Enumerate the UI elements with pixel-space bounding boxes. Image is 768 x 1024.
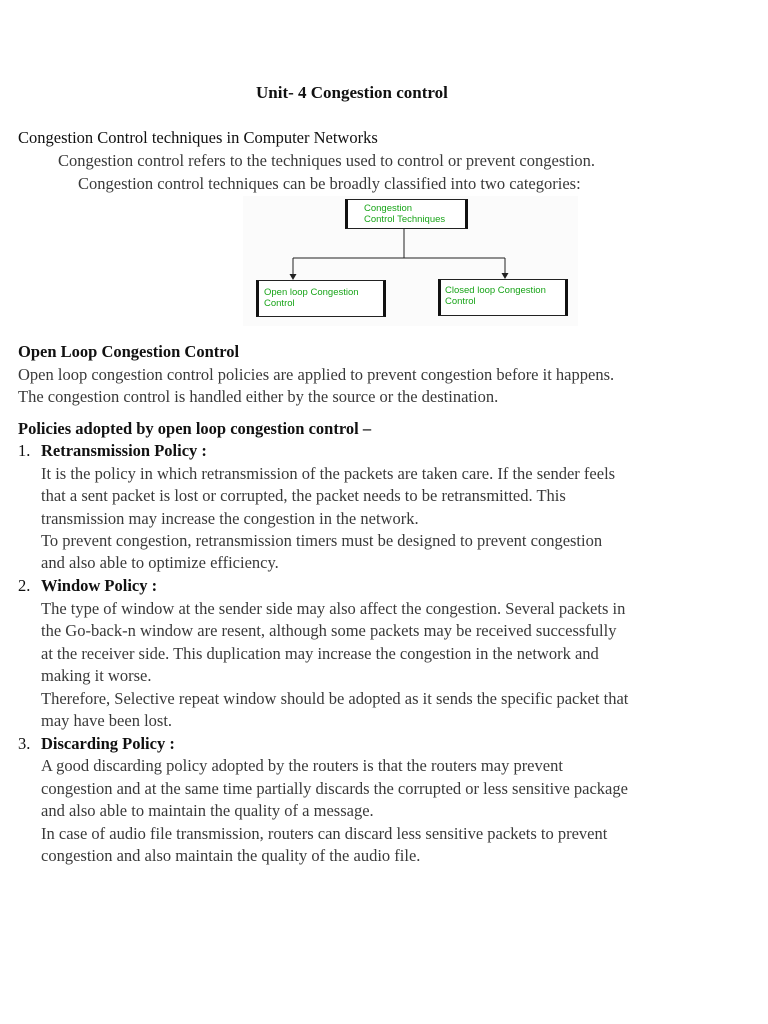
closed-loop-node-label: Control [445, 296, 476, 307]
policy-line: A good discarding policy adopted by the routers is that the routers may prevent [41, 756, 563, 775]
congestion-control-diagram [243, 196, 578, 326]
policy-line: at the receiver side. This duplication may increase the congestion in the network and [41, 644, 599, 663]
open-loop-node-label: Control [264, 298, 295, 309]
policy-line: the Go-back-n window are resent, although some packets may be received successfully [41, 621, 617, 640]
open-loop-heading: Open Loop Congestion Control [18, 342, 240, 361]
policy-line: Therefore, Selective repeat window should be adopted as it sends the specific packet that [41, 689, 629, 708]
closed-loop-node-label: Closed loop Congestion [445, 285, 546, 296]
open-loop-node-label: Open loop Congestion [264, 287, 359, 298]
policy-line: transmission may increase the congestion in the network. [41, 509, 419, 528]
policy-line: The type of window at the sender side may also affect the congestion. Several packets in [41, 599, 626, 618]
policy-line: In case of audio file transmission, routers can discard less sensitive packets to prevent [41, 824, 608, 843]
root-node-label: Congestion [364, 203, 413, 214]
policy-line: that a sent packet is lost or corrupted, the packet needs to be retransmitted. This [41, 486, 566, 505]
intro-line: Congestion control refers to the techniques used to control or prevent congestion. [58, 151, 596, 170]
intro-line: Congestion control techniques can be broadly classified into two categories: [78, 174, 581, 193]
policy-number: 3. [18, 734, 31, 753]
policy-title: Discarding Policy : [41, 734, 175, 753]
policy-number: 2. [18, 576, 31, 595]
page-title: Unit- 4 Congestion control [256, 83, 448, 102]
policy-line: may have been lost. [41, 711, 173, 730]
open-loop-node [256, 280, 386, 317]
policy-line: congestion and at the same time partially discards the corrupted or less sensitive package [41, 779, 628, 798]
policy-line: To prevent congestion, retransmission timers must be designed to prevent congestion [41, 531, 603, 550]
policy-number: 1. [18, 441, 31, 460]
policy-line: and also able to optimize efficiency. [41, 553, 279, 572]
policy-title: Retransmission Policy : [41, 441, 207, 460]
policies-heading: Policies adopted by open loop congestion control – [18, 419, 372, 438]
open-loop-line: The congestion control is handled either by the source or the destination. [18, 387, 499, 406]
policy-line: and also able to maintain the quality of a message. [41, 801, 374, 820]
closed-loop-node [438, 279, 568, 316]
section-heading: Congestion Control techniques in Computer Networks [18, 128, 378, 147]
policy-line: It is the policy in which retransmission of the packets are taken care. If the sender feels [41, 464, 616, 483]
policy-title: Window Policy : [41, 576, 158, 595]
policy-line: making it worse. [41, 666, 152, 685]
root-node [345, 199, 468, 229]
open-loop-line: Open loop congestion control policies are applied to prevent congestion before it happens. [18, 365, 615, 384]
policy-line: congestion and also maintain the quality of the audio file. [41, 846, 421, 865]
root-node-label: Control Techniques [364, 214, 446, 225]
